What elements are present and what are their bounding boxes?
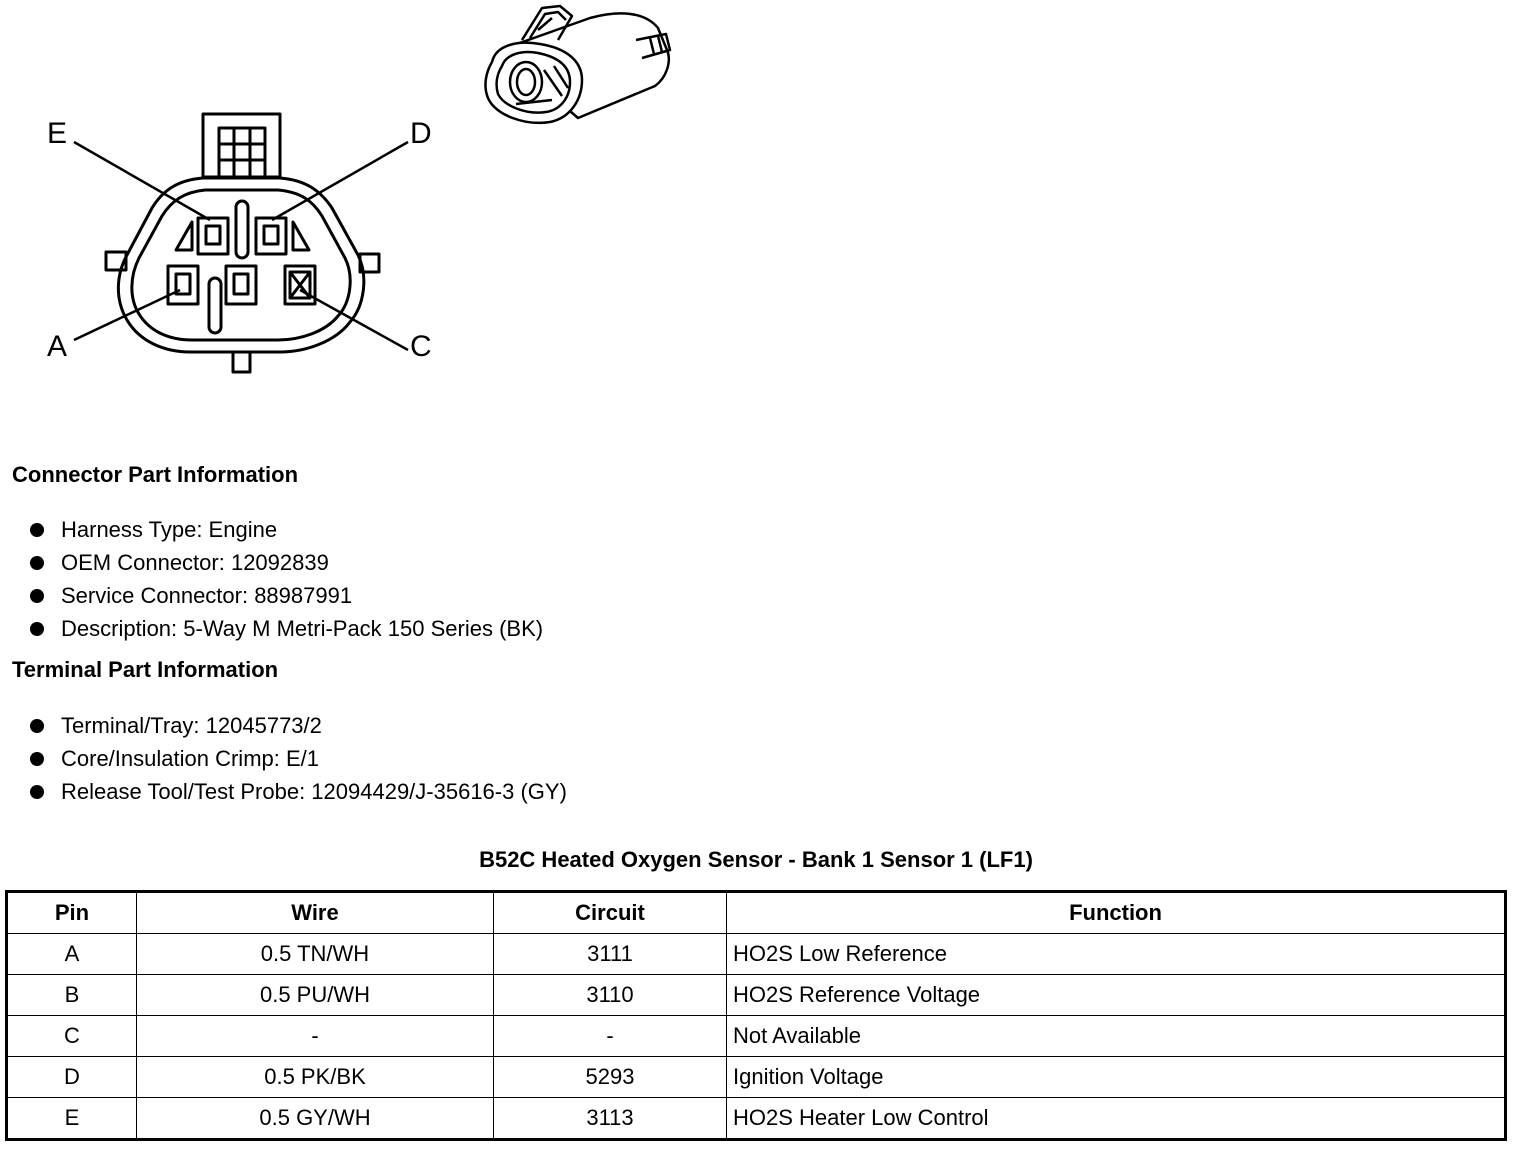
cell-function: Ignition Voltage [727,1057,1506,1098]
table-row [7,934,1506,975]
cell-function: HO2S Heater Low Control [727,1098,1506,1140]
connector-info-heading: Connector Part Information [12,462,299,487]
list-item: Core/Insulation Crimp: E/1 [30,744,567,777]
cell-pin: B [7,975,137,1016]
cavity-a [168,266,198,304]
bullet-icon [30,622,44,636]
leader-line-c [300,290,408,350]
table-title: B52C Heated Oxygen Sensor - Bank 1 Sensor 1 (LF1) [479,847,1033,872]
pinout-table [5,890,1507,1141]
cell-circuit: - [494,1016,727,1057]
terminal-info-list [30,711,567,810]
list-item: Harness Type: Engine [30,515,543,548]
cell-circuit: 3111 [494,934,727,975]
cell-circuit: 3113 [494,1098,727,1140]
cell-pin: E [7,1098,137,1140]
list-item: Release Tool/Test Probe: 12094429/J-35616-3 (GY) [30,777,567,810]
header-function: Function [727,892,1506,934]
list-item: Description: 5-Way M Metri-Pack 150 Series (BK) [30,614,543,647]
cell-wire: 0.5 PU/WH [137,975,494,1016]
cavity-d [256,218,286,254]
wedge-left [176,222,192,250]
bullet-icon [30,556,44,570]
connector-illustration [470,0,680,140]
leader-line-a [74,290,180,340]
cell-pin: C [7,1016,137,1057]
pin-label-d: D [410,117,432,150]
pin-label-a: A [47,330,68,363]
connector-info-list [30,515,543,647]
terminal-info-heading: Terminal Part Information [12,657,279,682]
bullet-icon [30,589,44,603]
cell-wire: 0.5 GY/WH [137,1098,494,1140]
bottom-tab [233,352,250,372]
cell-circuit: 3110 [494,975,727,1016]
wedge-right [293,222,309,250]
header-pin: Pin [7,892,137,934]
header-circuit: Circuit [494,892,727,934]
centre-key-lower [209,278,221,333]
list-item: Terminal/Tray: 12045773/2 [30,711,567,744]
bullet-icon [30,785,44,799]
table-header-row [7,892,1506,934]
cavity-c-blocked [285,266,315,304]
bullet-icon [30,719,44,733]
table-row [7,975,1506,1016]
cell-pin: A [7,934,137,975]
cell-wire: - [137,1016,494,1057]
bullet-icon [30,752,44,766]
cell-circuit: 5293 [494,1057,727,1098]
connector-face-diagram [0,0,460,400]
table-row [7,1016,1506,1057]
bullet-icon [30,523,44,537]
cavity-e [198,218,228,254]
pin-label-c: C [410,330,432,363]
cell-wire: 0.5 TN/WH [137,934,494,975]
list-item: Service Connector: 88987991 [30,581,543,614]
cell-wire: 0.5 PK/BK [137,1057,494,1098]
header-wire: Wire [137,892,494,934]
cell-pin: D [7,1057,137,1098]
cell-function: HO2S Reference Voltage [727,975,1506,1016]
table-row [7,1057,1506,1098]
cell-function: Not Available [727,1016,1506,1057]
cavity-b [226,266,256,304]
table-row [7,1098,1506,1140]
centre-key-upper [236,201,248,258]
connector-latch [203,114,280,177]
cell-function: HO2S Low Reference [727,934,1506,975]
pin-label-e: E [47,117,68,150]
list-item: OEM Connector: 12092839 [30,548,543,581]
